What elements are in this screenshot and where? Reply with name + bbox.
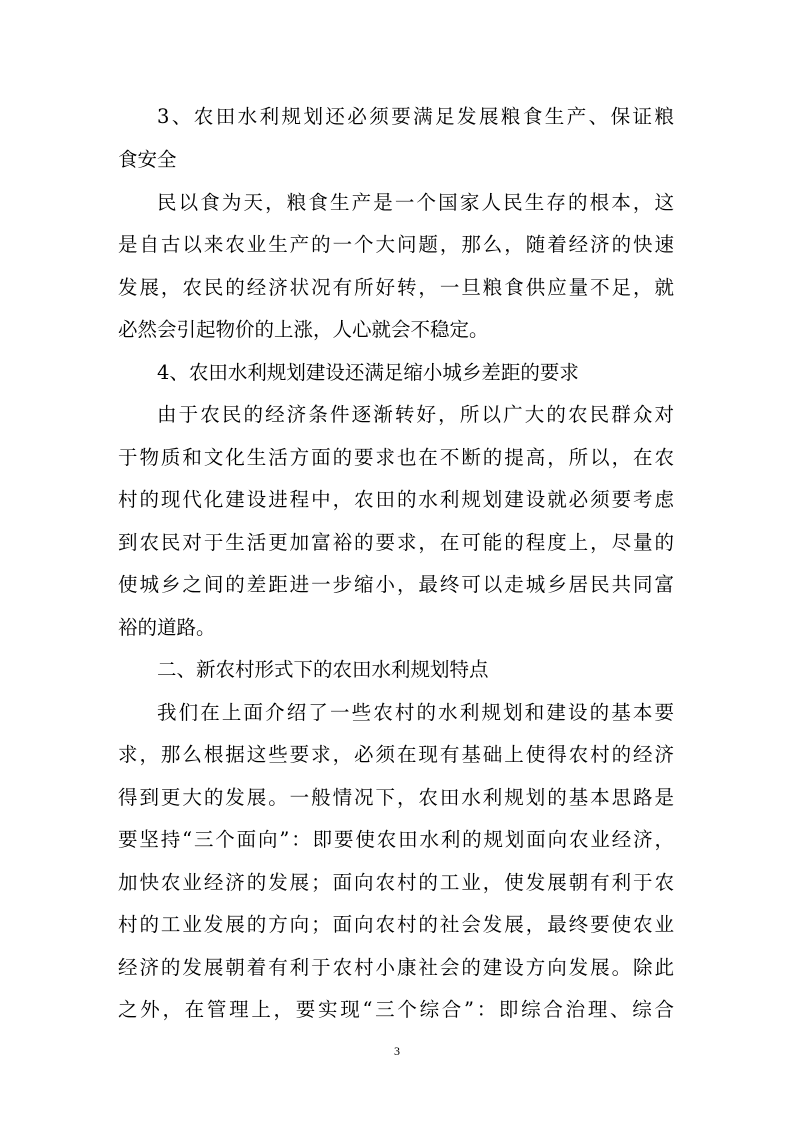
paragraph-line: 得到更大的发展。一般情况下，农田水利规划的基本思路是 [118, 786, 674, 809]
paragraph-line: 到农民对于生活更加富裕的要求，在可能的程度上，尽量的 [118, 531, 674, 554]
paragraph-line: 于物质和文化生活方面的要求也在不断的提高，所以，在农 [118, 446, 674, 469]
paragraph-line: 村的现代化建设进程中，农田的水利规划建设就必须要考虑 [118, 488, 674, 511]
paragraph-line: 使城乡之间的差距进一步缩小，最终可以走城乡居民共同富 [118, 573, 674, 596]
section-heading-4: 4、农田水利规划建设还满足缩小城乡差距的要求 [157, 361, 579, 384]
paragraph-line: 要坚持“三个面向”：即要使农田水利的规划面向农业经济， [118, 828, 674, 851]
paragraph-line: 我们在上面介绍了一些农村的水利规划和建设的基本要 [157, 701, 674, 724]
paragraph-line: 由于农民的经济条件逐渐转好，所以广大的农民群众对 [157, 403, 674, 426]
paragraph-line: 裕的道路。 [118, 616, 216, 639]
paragraph-line: 经济的发展朝着有利于农村小康社会的建设方向发展。除此 [118, 956, 674, 979]
paragraph-line: 求，那么根据这些要求，必须在现有基础上使得农村的经济 [118, 743, 674, 766]
paragraph-line: 是自古以来农业生产的一个大问题，那么，随着经济的快速 [118, 233, 674, 256]
page-number: 3 [394, 1044, 400, 1058]
paragraph-line: 村的工业发展的方向；面向农村的社会发展，最终要使农业 [118, 913, 674, 936]
section-heading-3-continued: 食安全 [118, 148, 177, 171]
paragraph-line: 发展，农民的经济状况有所好转，一旦粮食供应量不足，就 [118, 276, 674, 299]
paragraph-line: 加快农业经济的发展；面向农村的工业，使发展朝有利于农 [118, 871, 674, 894]
paragraph-line: 民以食为天，粮食生产是一个国家人民生存的根本，这 [157, 191, 674, 214]
section-heading-two: 二、新农村形式下的农田水利规划特点 [157, 658, 489, 681]
section-heading-3: 3、农田水利规划还必须要满足发展粮食生产、保证粮 [157, 105, 674, 128]
paragraph-line: 之外，在管理上，要实现“三个综合”：即综合治理、综合 [118, 998, 674, 1021]
paragraph-line: 必然会引起物价的上涨，人心就会不稳定。 [118, 318, 489, 341]
